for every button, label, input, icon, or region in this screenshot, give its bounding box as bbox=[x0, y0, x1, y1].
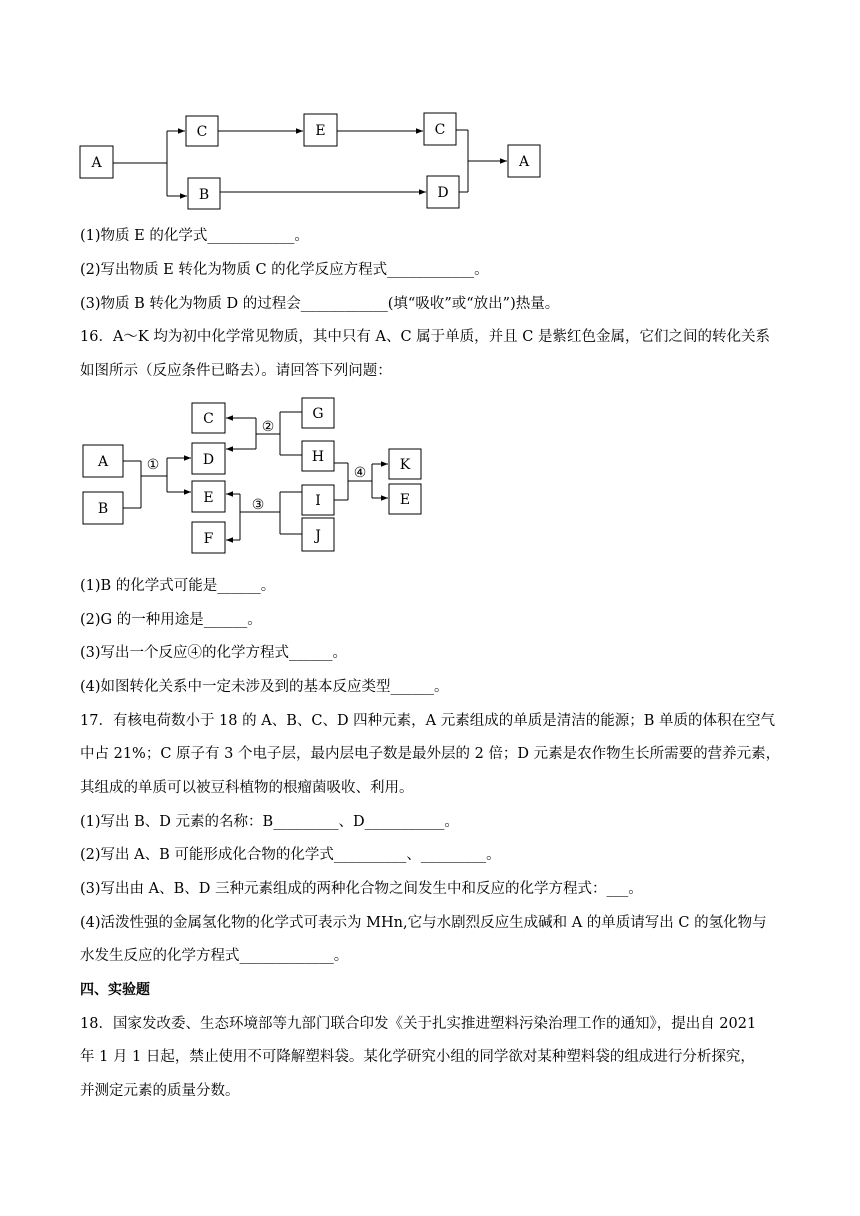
diagram2-box-e bbox=[192, 481, 225, 512]
q18-intro-line-2: 年 1 月 1 日起，禁止使用不可降解塑料袋。某化学研究小组的同学欲对某种塑料袋的组成进行分析探究， bbox=[80, 1049, 755, 1065]
diagram2-box-g bbox=[302, 398, 334, 428]
svg-text:B: B bbox=[198, 187, 210, 203]
diagram1-box-c bbox=[186, 116, 218, 146]
diagram2-box-b bbox=[83, 492, 123, 524]
svg-text:D: D bbox=[202, 452, 215, 468]
q17-part-2: (2)写出 A、B 可能形成化合物的化学式__________、_________。 bbox=[80, 847, 501, 863]
svg-text:I: I bbox=[315, 493, 321, 509]
q17-part-3: (3)写出由 A、B、D 三种元素组成的两种化合物之间发生中和反应的化学方程式：___。 bbox=[80, 881, 643, 897]
q16-intro-line-2: 如图所示（反应条件已略去）。请回答下列问题： bbox=[80, 363, 392, 379]
q17-intro-line-1: 17．有核电荷数小于 18 的 A、B、C、D 四种元素，A 元素组成的单质是清洁的能源；B 单质的体积在空气 bbox=[80, 713, 776, 729]
reaction-label-1: ① bbox=[146, 457, 160, 473]
q18-intro-line-1: 18．国家发改委、生态环境部等九部门联合印发《关于扎实推进塑料污染治理工作的通知》，提出自 2021 bbox=[80, 1016, 757, 1032]
diagram1-box-c2 bbox=[424, 113, 456, 145]
reaction-label-3: ③ bbox=[251, 497, 265, 513]
q18-intro-line-3: 并测定元素的质量分数。 bbox=[80, 1083, 240, 1099]
diagram1-box-e bbox=[304, 114, 337, 146]
svg-text:A: A bbox=[518, 154, 530, 170]
svg-text:C: C bbox=[434, 122, 446, 138]
svg-text:D: D bbox=[437, 185, 449, 201]
svg-text:H: H bbox=[311, 449, 325, 465]
q15-part-2: (2)写出物质 E 转化为物质 C 的化学反应方程式____________。 bbox=[80, 262, 489, 278]
svg-text:A: A bbox=[97, 454, 109, 470]
diagram2-box-h bbox=[302, 441, 334, 471]
q16-intro-line-1: 16．A～K 均为初中化学常见物质，其中只有 A、C 属于单质，并且 C 是紫红色金属，它们之间的转化关系 bbox=[80, 329, 770, 345]
q17-part-1: (1)写出 B、D 元素的名称：B_________、D___________。 bbox=[80, 814, 459, 830]
svg-text:A: A bbox=[91, 155, 102, 171]
svg-text:F: F bbox=[203, 531, 214, 547]
q15-part-3: (3)物质 B 转化为物质 D 的过程会____________(填“吸收”或“放出”)热量。 bbox=[80, 296, 560, 312]
svg-text:B: B bbox=[97, 501, 109, 517]
diagram1-box-d bbox=[427, 176, 459, 208]
diagram2-box-c bbox=[192, 403, 225, 433]
q17-part-4-line-2: 水发生反应的化学方程式_____________。 bbox=[80, 948, 349, 964]
diagram1-box-a bbox=[80, 146, 113, 178]
q17-part-4-line-1: (4)活泼性强的金属氢化物的化学式可表示为 MHn,它与水剧烈反应生成碱和 A 的单质请写出 C 的氢化物与 bbox=[80, 915, 767, 931]
diagram2-box-d bbox=[192, 443, 225, 474]
diagram2-box-e2 bbox=[389, 484, 421, 514]
diagram2-box-k bbox=[389, 449, 421, 479]
diagram2-arrows bbox=[123, 412, 388, 540]
diagram1-box-b bbox=[188, 178, 220, 209]
svg-text:C: C bbox=[196, 124, 208, 140]
svg-text:J: J bbox=[315, 528, 321, 544]
diagram2-box-i bbox=[302, 485, 334, 515]
q16-part-3: (3)写出一个反应④的化学方程式______。 bbox=[80, 645, 348, 661]
q15-part-1: (1)物质 E 的化学式____________。 bbox=[80, 228, 309, 244]
svg-text:E: E bbox=[399, 492, 411, 508]
q16-part-1: (1)B 的化学式可能是______。 bbox=[80, 578, 276, 594]
svg-text:E: E bbox=[315, 123, 326, 139]
diagram1-box-a2 bbox=[508, 145, 540, 177]
section-heading: 四、实验题 bbox=[80, 982, 150, 998]
reaction-label-2: ② bbox=[261, 419, 275, 435]
svg-text:G: G bbox=[312, 406, 324, 422]
reaction-label-4: ④ bbox=[353, 465, 367, 481]
svg-text:C: C bbox=[203, 411, 214, 427]
q17-intro-line-2: 中占 21%；C 原子有 3 个电子层，最内层电子数是最外层的 2 倍；D 元素是农作物生长所需要的营养元素， bbox=[80, 746, 781, 762]
svg-text:K: K bbox=[399, 457, 411, 473]
q16-part-4: (4)如图转化关系中一定未涉及到的基本反应类型______。 bbox=[80, 679, 449, 695]
diagram2-box-a bbox=[83, 445, 123, 477]
diagram2-box-j bbox=[302, 518, 334, 551]
q16-part-2: (2)G 的一种用途是______。 bbox=[80, 612, 262, 628]
q17-intro-line-3: 其组成的单质可以被豆科植物的根瘤菌吸收、利用。 bbox=[80, 780, 414, 796]
svg-text:E: E bbox=[203, 490, 214, 506]
diagram2-box-f bbox=[192, 522, 225, 553]
